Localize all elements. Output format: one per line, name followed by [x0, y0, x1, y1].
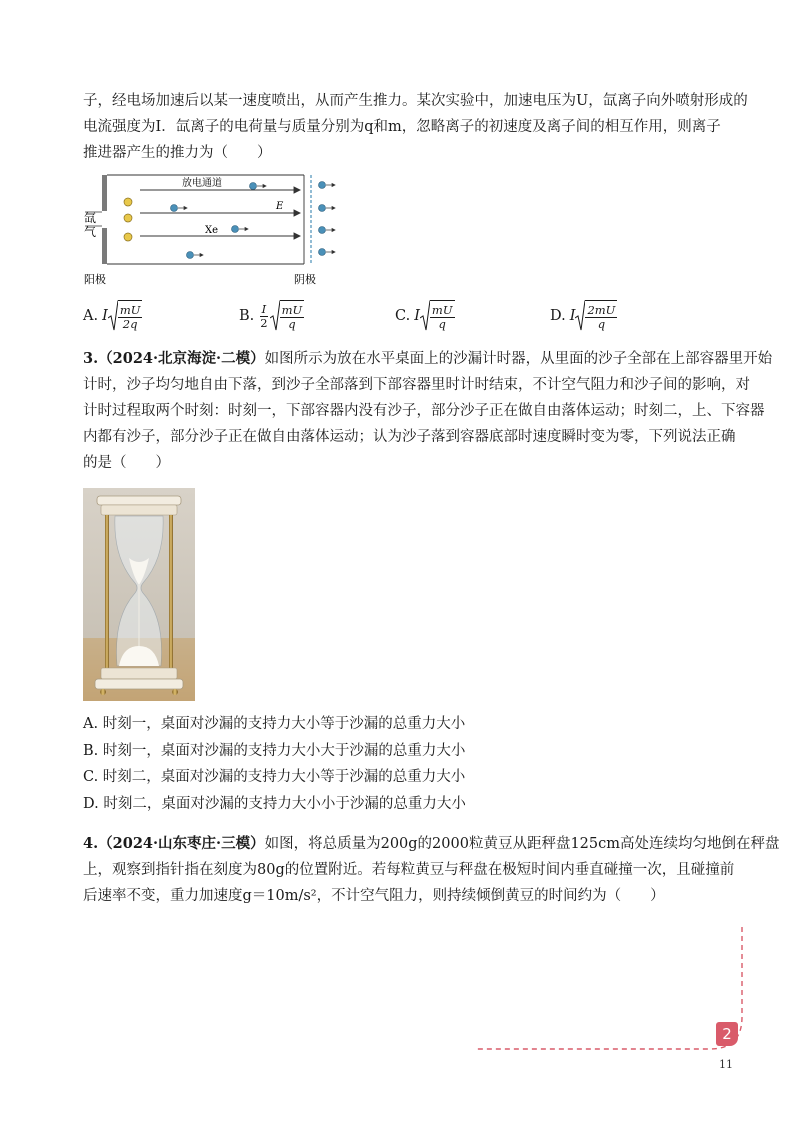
q2-option-b: B. $\frac{I}{2}$ $\frac{mU}{q}$ [239, 301, 303, 331]
xe-label: Xe [205, 225, 219, 236]
q3-line-1: 3.（2024·北京海淀·二模）如图所示为放在水平桌面上的沙漏计时器，从里面的沙子全部在上部容器里开始 [83, 350, 773, 367]
xenon-atom [124, 198, 132, 206]
ion-thruster-diagram [82, 170, 342, 290]
q2-line-1: 子，经电场加速后以某一速度喷出，从而产生推力。某次实验中，加速电压为U，氙离子向外喷射形成的 [83, 93, 748, 109]
page-number: 11 [719, 1058, 733, 1071]
q3-option-b: B. 时刻一，桌面对沙漏的支持力大小大于沙漏的总重力大小 [83, 742, 466, 759]
q4-stem [83, 831, 780, 909]
q2-option-d: D. I $\frac{2mU}{q}$ [550, 296, 617, 336]
section-badge: 2 [716, 1022, 738, 1046]
q2-line-2: 电流强度为I．氙离子的电荷量与质量分别为q和m，忽略离子的初速度及离子间的相互作用，则离子 [83, 119, 721, 135]
e-field-label: E [276, 201, 284, 212]
q4-source: 4.（2024·山东枣庄·三模） [83, 835, 265, 852]
ejected-ion [319, 205, 326, 212]
xenon-ion [187, 252, 194, 259]
sqrt-icon [270, 300, 280, 332]
xenon-atom [124, 233, 132, 241]
ejected-ion [319, 227, 326, 234]
xenon-ion [171, 205, 178, 212]
anode-label: 阳极 [84, 273, 106, 286]
q3-line-2: 计时，沙子均匀地自由下落，到沙子全部落到下部容器里时计时结束，不计空气阻力和沙子间的影响，对 [83, 377, 750, 393]
q2-options [83, 296, 723, 336]
anode-plate [102, 175, 107, 211]
q3-line-3: 计时过程取两个时刻：时刻一，下部容器内没有沙子，部分沙子正在做自由落体运动；时刻二，上、下容器 [83, 403, 765, 419]
q2-line-3: 推进器产生的推力为（ ） [83, 145, 272, 161]
q4-line-3: 后速率不变，重力加速度g＝10m/s²，不计空气阻力，则持续倾倒黄豆的时间约为（ ） [83, 888, 665, 904]
q4-line-1: 4.（2024·山东枣庄·三模）如图，将总质量为200g的2000粒黄豆从距秤盘125cm高处连续均匀地倒在秤盘 [83, 835, 780, 852]
q2-stem [83, 88, 748, 166]
sqrt-icon [420, 300, 430, 332]
q3-stem [83, 346, 773, 476]
q3-line-5: 的是（ ） [83, 455, 170, 471]
q4-line-2: 上，观察到指针指在刻度为80g的位置附近。若每粒黄豆与秤盘在极短时间内垂直碰撞一次，且碰撞前 [83, 862, 735, 878]
gas-label-1: 氙 [84, 211, 97, 225]
q3-options [83, 711, 466, 817]
sqrt-icon [575, 300, 585, 332]
xenon-ion [232, 226, 239, 233]
q3-option-c: C. 时刻二，桌面对沙漏的支持力大小等于沙漏的总重力大小 [83, 769, 466, 785]
xenon-ion [250, 183, 257, 190]
hourglass-photo [83, 488, 195, 701]
xenon-atom [124, 214, 132, 222]
sqrt-icon [108, 300, 118, 332]
q3-option-d: D. 时刻二，桌面对沙漏的支持力大小小于沙漏的总重力大小 [83, 795, 466, 812]
page-corner-decoration [470, 925, 750, 1055]
q3-option-a: A. 时刻一，桌面对沙漏的支持力大小等于沙漏的总重力大小 [83, 716, 466, 732]
channel-label: 放电通道 [182, 178, 222, 189]
ejected-ion [319, 249, 326, 256]
q3-source: 3.（2024·北京海淀·二模） [83, 350, 265, 367]
q2-option-c: C. I $\frac{mU}{q}$ [395, 296, 455, 336]
q2-option-a: A. I $\frac{mU}{2q}$ [83, 296, 142, 336]
gas-label-2: 气 [84, 225, 97, 239]
q3-line-4: 内都有沙子，部分沙子正在做自由落体运动；认为沙子落到容器底部时速度瞬时变为零，下列说法正确 [83, 429, 736, 445]
cathode-label: 阴极 [294, 273, 316, 286]
ejected-ion [319, 182, 326, 189]
